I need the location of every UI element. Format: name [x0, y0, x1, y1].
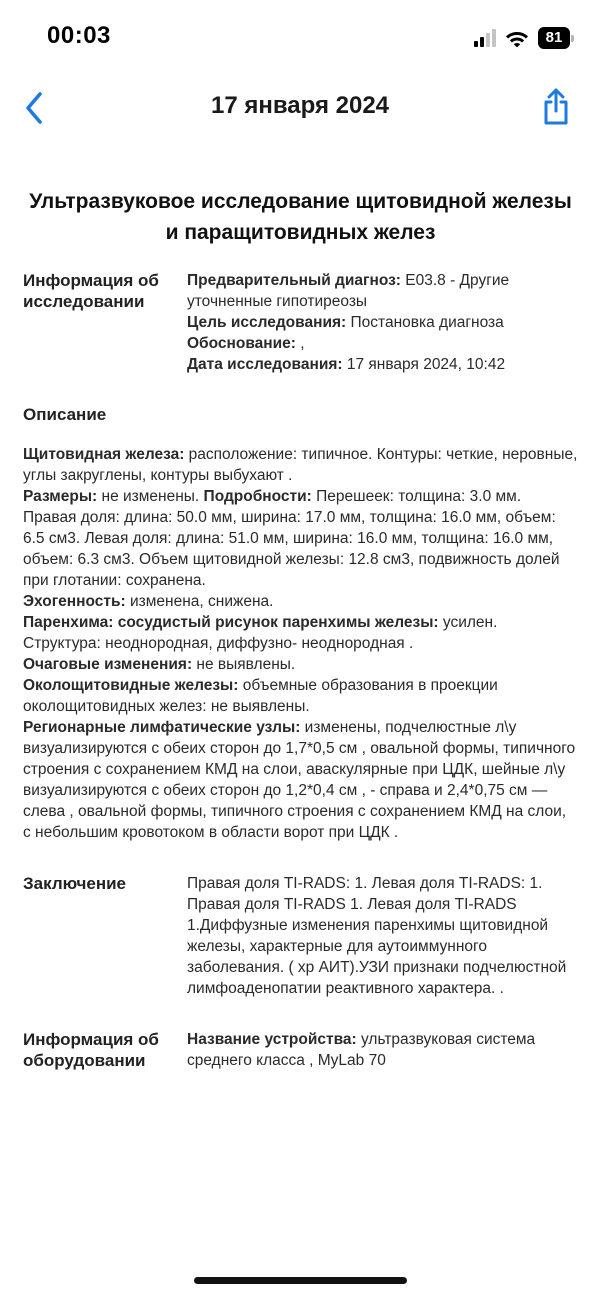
- justification-label: Обоснование:: [187, 335, 296, 352]
- date-label: Дата исследования:: [187, 356, 343, 373]
- focal-paragraph: [23, 654, 578, 675]
- parathyroid-label: Околощитовидные железы:: [23, 677, 239, 694]
- echo-value: изменена, снижена.: [125, 593, 274, 610]
- thyroid-label: Щитовидная железа:: [23, 446, 185, 463]
- device-label: Название устройства:: [187, 1031, 357, 1048]
- parenchyma-value: усилен. Структура: неоднородная, диффузно- неоднородная .: [23, 614, 498, 652]
- size-value: не изменены.: [97, 488, 204, 505]
- purpose-value: Постановка диагноза: [346, 314, 504, 331]
- purpose-line: [187, 312, 578, 333]
- conclusion-text: Правая доля TI-RADS: 1. Левая доля TI-RADS: 1. Правая доля TI-RADS 1. Левая доля TI-RADS 1.Диффузные изменения паренхимы щитовидной железы, характерные для аутоиммунного заболевания. ( хр АИТ).УЗИ признаки подчелюстной лимфоаденопатии реактивного характера. .: [187, 875, 567, 997]
- conclusion-section: [23, 873, 578, 999]
- document-content: [23, 186, 578, 1071]
- echo-label: Эхогенность:: [23, 593, 126, 610]
- parathyroid-value: объемные образования в проекции околощитовидных желез: не выявлены.: [23, 677, 498, 715]
- size-label: Размеры:: [23, 488, 98, 505]
- share-icon: [540, 86, 572, 126]
- date-line: [187, 354, 578, 375]
- home-indicator[interactable]: [194, 1277, 407, 1284]
- study-info-values: [187, 270, 578, 375]
- justification-line: [187, 333, 578, 354]
- details-value: Перешеек: толщина: 3.0 мм. Правая доля: длина: 50.0 мм, ширина: 17.0 мм, толщина: 16.0 мм, объем: 6.5 см3. Левая доля: длина: 51.0 мм, ширина: 16.0 мм, толщина: 16.0 мм, объем: 6.3 см3. Объем щитовидной железы: 12.8 см3, подвижность долей при глотании: сохранена.: [23, 488, 560, 589]
- parathyroid-paragraph: [23, 675, 578, 717]
- purpose-label: Цель исследования:: [187, 314, 347, 331]
- diagnosis-value: E03.8 - Другие уточненные гипотиреозы: [187, 272, 510, 310]
- cellular-signal-icon: [474, 29, 496, 47]
- status-time: 00:03: [47, 22, 111, 49]
- device-value: ультразвуковая система среднего класса , MyLab 70: [187, 1031, 536, 1069]
- diagnosis-label: Предварительный диагноз:: [187, 272, 401, 289]
- date-value: 17 января 2024, 10:42: [342, 356, 506, 373]
- battery-level: 81: [538, 27, 570, 49]
- thyroid-paragraph: [23, 444, 578, 486]
- nav-title: 17 января 2024: [210, 92, 390, 119]
- description-body: [23, 444, 578, 843]
- justification-value: ,: [295, 335, 305, 352]
- thyroid-value: расположение: типичное. Контуры: четкие, неровные, углы закруглены, контуры выбухают .: [23, 446, 578, 484]
- document-title: Ультразвуковое исследование щитовидной железы и паращитовидных желез: [29, 190, 572, 244]
- lymph-value: изменены, подчелюстные л\у визуализируются с обеих сторон до 1,7*0,5 см , овальной формы, типичного строения с сохранением КМД на слои, аваскулярные при ЦДК, шейные л\у визуализируются с обеих сторон до 1,2*0,4 см , - справа и 2,4*0,75 см — слева , овальной формы, типичного строения с сохранением КМД на слои, с небольшим кровотоком в области ворот при ЦДК .: [23, 719, 576, 841]
- focal-value: не выявлены.: [192, 656, 296, 673]
- size-paragraph: [23, 486, 578, 591]
- details-label: Подробности:: [203, 488, 312, 505]
- share-button[interactable]: [540, 86, 572, 126]
- equipment-section: [23, 1029, 578, 1071]
- lymph-paragraph: [23, 717, 578, 843]
- lymph-label: Регионарные лимфатические узлы:: [23, 719, 301, 736]
- equipment-values: [187, 1029, 578, 1071]
- echo-paragraph: [23, 591, 578, 612]
- conclusion-label: Заключение: [23, 874, 126, 893]
- battery-icon: [538, 27, 574, 49]
- study-info-section: [23, 270, 578, 375]
- focal-label: Очаговые изменения:: [23, 656, 193, 673]
- description-heading: Описание: [23, 405, 107, 424]
- parenchyma-label: Паренхима: сосудистый рисунок паренхимы железы:: [23, 614, 439, 631]
- equipment-label: Информация об оборудовании: [23, 1030, 159, 1070]
- nav-bar: [0, 80, 600, 136]
- status-bar: [0, 0, 600, 76]
- study-info-label: Информация об исследовании: [23, 271, 159, 311]
- wifi-icon: [505, 29, 529, 47]
- diagnosis-line: [187, 270, 578, 312]
- status-icons: [474, 26, 574, 50]
- parenchyma-paragraph: [23, 612, 578, 654]
